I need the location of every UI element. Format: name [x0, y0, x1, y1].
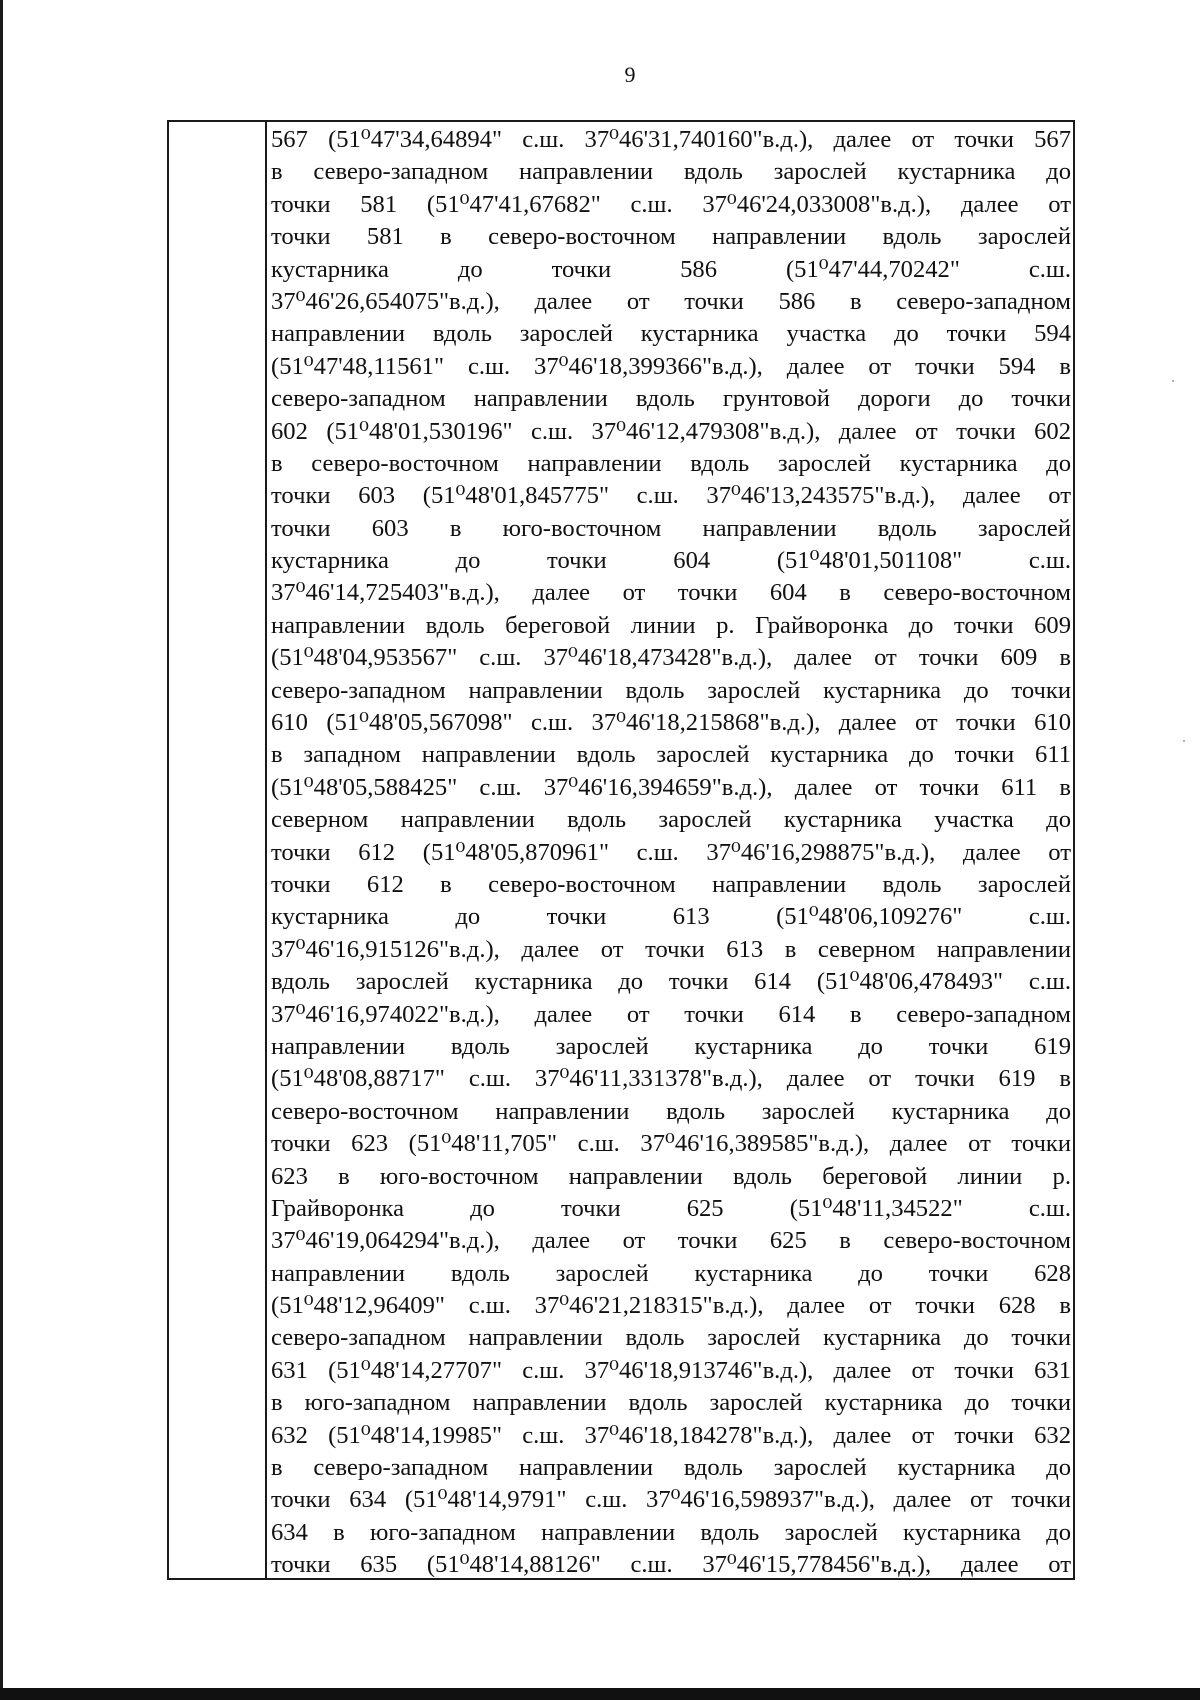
text-line: в северо-западном направлении вдоль зарослей кустарника до — [271, 1454, 1071, 1482]
text-line: кустарника до точки 586 (51⁰47'44,70242" с.ш. — [271, 255, 1071, 283]
text-line: северо-западном направлении вдоль зарослей кустарника до точки — [271, 1324, 1071, 1352]
text-line: кустарника до точки 613 (51⁰48'06,109276" с.ш. — [271, 903, 1071, 931]
text-line: 37⁰46'19,064294"в.д.), далее от точки 625 в северо-восточном — [271, 1227, 1071, 1255]
text-line: в северо-западном направлении вдоль зарослей кустарника до — [271, 158, 1071, 186]
page-number: 9 — [624, 62, 636, 87]
text-line: направлении вдоль зарослей кустарника до точки 628 — [271, 1259, 1071, 1287]
text-line: точки 603 в юго-восточном направлении вдоль зарослей — [271, 514, 1071, 542]
text-line: точки 581 в северо-восточном направлении вдоль зарослей — [271, 223, 1071, 251]
scan-speck — [1172, 380, 1174, 382]
text-line: 632 (51⁰48'14,19985" с.ш. 37⁰46'18,184278"в.д.), далее от точки 632 — [271, 1421, 1071, 1449]
text-line: северном направлении вдоль зарослей кустарника участка до — [271, 806, 1071, 834]
text-line: в юго-западном направлении вдоль зарослей кустарника до точки — [271, 1389, 1071, 1417]
text-line: 634 в юго-западном направлении вдоль зарослей кустарника до — [271, 1518, 1071, 1546]
text-line: 37⁰46'16,974022"в.д.), далее от точки 614 в северо-западном — [271, 1000, 1071, 1028]
text-line: направлении вдоль береговой линии р. Грайворонка до точки 609 — [271, 611, 1071, 639]
text-line: точки 612 в северо-восточном направлении вдоль зарослей — [271, 870, 1071, 898]
text-line: 631 (51⁰48'14,27707" с.ш. 37⁰46'18,913746"в.д.), далее от точки 631 — [271, 1356, 1071, 1384]
text-line: в северо-восточном направлении вдоль зарослей кустарника до — [271, 449, 1071, 477]
page-left-edge — [0, 0, 3, 1700]
text-line: Грайворонка до точки 625 (51⁰48'11,34522" с.ш. — [271, 1194, 1071, 1222]
boundary-description-text — [271, 124, 1071, 1582]
text-line: северо-западном направлении вдоль зарослей кустарника до точки — [271, 676, 1071, 704]
text-line: 567 (51⁰47'34,64894" с.ш. 37⁰46'31,740160"в.д.), далее от точки 567 — [271, 126, 1071, 153]
scan-speck — [1183, 740, 1185, 742]
text-line: 37⁰46'16,915126"в.д.), далее от точки 613 в северном направлении — [271, 935, 1071, 963]
text-line: кустарника до точки 604 (51⁰48'01,501108" с.ш. — [271, 547, 1071, 575]
text-line: направлении вдоль зарослей кустарника участка до точки 594 — [271, 320, 1071, 348]
text-line: точки 603 (51⁰48'01,845775" с.ш. 37⁰46'13,243575"в.д.), далее от — [271, 482, 1071, 510]
text-line: точки 634 (51⁰48'14,9791" с.ш. 37⁰46'16,598937"в.д.), далее от точки — [271, 1486, 1071, 1514]
text-line: точки 635 (51⁰48'14,88126" с.ш. 37⁰46'15,778456"в.д.), далее от — [271, 1551, 1071, 1579]
text-line: (51⁰48'04,953567" с.ш. 37⁰46'18,473428"в.д.), далее от точки 609 в — [271, 644, 1071, 672]
text-line: вдоль зарослей кустарника до точки 614 (51⁰48'06,478493" с.ш. — [271, 968, 1071, 996]
page-bottom-edge — [0, 1688, 1200, 1700]
text-line: (51⁰47'48,11561" с.ш. 37⁰46'18,399366"в.д.), далее от точки 594 в — [271, 352, 1071, 380]
text-line: северо-восточном направлении вдоль зарослей кустарника до — [271, 1097, 1071, 1125]
text-line: (51⁰48'12,96409" с.ш. 37⁰46'21,218315"в.д.), далее от точки 628 в — [271, 1292, 1071, 1320]
text-line: точки 612 (51⁰48'05,870961" с.ш. 37⁰46'16,298875"в.д.), далее от — [271, 838, 1071, 866]
text-line: 37⁰46'26,654075"в.д.), далее от точки 586 в северо-западном — [271, 287, 1071, 315]
text-line: 37⁰46'14,725403"в.д.), далее от точки 604 в северо-восточном — [271, 579, 1071, 607]
text-line: 602 (51⁰48'01,530196" с.ш. 37⁰46'12,479308"в.д.), далее от точки 602 — [271, 417, 1071, 445]
text-line: точки 623 (51⁰48'11,705" с.ш. 37⁰46'16,389585"в.д.), далее от точки — [271, 1130, 1071, 1158]
text-line: точки 581 (51⁰47'41,67682" с.ш. 37⁰46'24,033008"в.д.), далее от — [271, 190, 1071, 218]
text-line: северо-западном направлении вдоль грунтовой дороги до точки — [271, 385, 1071, 413]
text-line: (51⁰48'05,588425" с.ш. 37⁰46'16,394659"в.д.), далее от точки 611 в — [271, 773, 1071, 801]
table-text-cell — [269, 122, 1073, 1578]
text-line: в западном направлении вдоль зарослей кустарника до точки 611 — [271, 741, 1071, 769]
boundary-description-table — [167, 120, 1075, 1580]
table-left-cell — [169, 122, 267, 1578]
text-line: 623 в юго-восточном направлении вдоль береговой линии р. — [271, 1162, 1071, 1190]
text-line: направлении вдоль зарослей кустарника до точки 619 — [271, 1032, 1071, 1060]
text-line: 610 (51⁰48'05,567098" с.ш. 37⁰46'18,215868"в.д.), далее от точки 610 — [271, 709, 1071, 737]
text-line: (51⁰48'08,88717" с.ш. 37⁰46'11,331378"в.д.), далее от точки 619 в — [271, 1065, 1071, 1093]
